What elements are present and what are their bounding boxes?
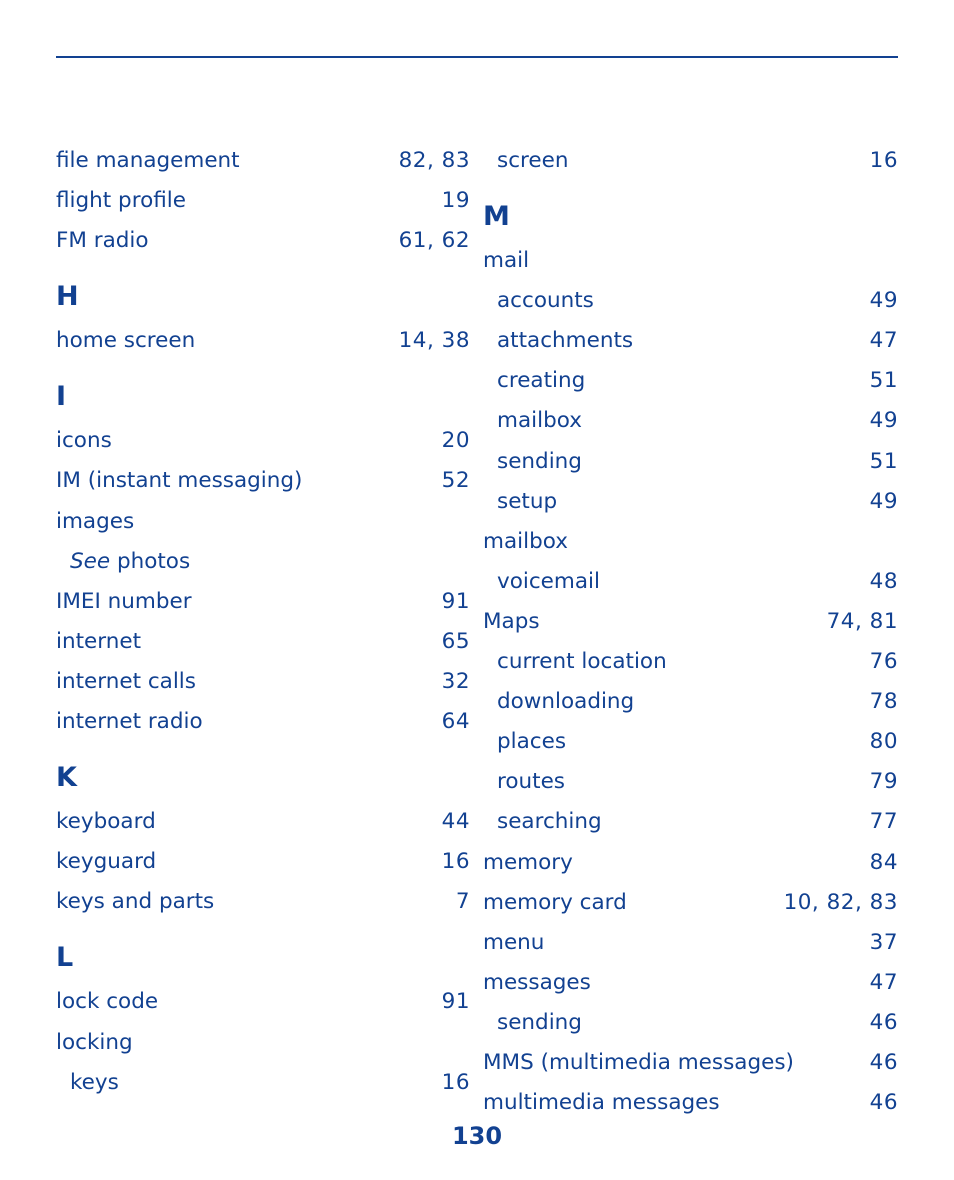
index-subentry [483, 401, 898, 441]
index-term: mailbox [483, 528, 568, 554]
index-page-refs: 52 [441, 468, 470, 494]
index-column-right [483, 141, 898, 1123]
index-entry [56, 882, 470, 922]
index-term: mailbox [497, 408, 582, 434]
index-entry [483, 923, 898, 963]
see-target: photos [116, 548, 191, 574]
index-subentry [483, 482, 898, 522]
index-entry [56, 662, 470, 702]
index-page-refs: 10, 82, 83 [783, 889, 898, 915]
index-term: setup [497, 488, 558, 514]
index-entry [56, 502, 470, 542]
index-entry [483, 1043, 898, 1083]
index-page-refs: 84 [869, 849, 898, 875]
index-see-reference [56, 542, 470, 582]
index-entry [56, 421, 470, 461]
index-entry [483, 843, 898, 883]
index-subentry [483, 321, 898, 361]
index-page-refs: 64 [441, 709, 470, 735]
index-letter-heading: L [56, 942, 74, 974]
index-letter-heading: M [483, 201, 510, 233]
index-term: memory [483, 849, 573, 875]
index-term: sending [497, 448, 582, 474]
index-entry [56, 582, 470, 622]
index-subentry [483, 141, 898, 181]
index-term: locking [56, 1029, 133, 1055]
index-page-refs: 16 [869, 148, 898, 173]
index-term: searching [497, 809, 602, 835]
index-term: internet radio [56, 709, 203, 735]
index-page-refs: 51 [869, 368, 898, 394]
index-term: memory card [483, 889, 627, 915]
index-letter-heading: H [56, 281, 79, 313]
index-subentry [483, 762, 898, 802]
index-subentry [483, 722, 898, 762]
index-term: mail [483, 248, 530, 274]
index-subentry [483, 682, 898, 722]
index-entry [56, 221, 470, 261]
index-entry [56, 622, 470, 662]
index-entry [56, 702, 470, 742]
index-letter-heading: I [56, 381, 67, 413]
index-term: messages [483, 969, 591, 995]
index-entry [483, 963, 898, 1003]
index-subentry [483, 442, 898, 482]
index-page-refs: 7 [455, 889, 470, 915]
index-page-refs: 49 [869, 488, 898, 514]
index-page-refs: 77 [869, 809, 898, 835]
index-subentry [483, 361, 898, 401]
index-page-refs: 61, 62 [398, 228, 470, 254]
page-number: 130 [451, 1122, 503, 1150]
index-page-refs: 20 [441, 428, 470, 454]
see-label: See [70, 548, 111, 574]
index-term: screen [497, 148, 569, 173]
index-page-refs: 78 [869, 689, 898, 715]
index-column-left [56, 141, 470, 1103]
index-term: downloading [497, 689, 635, 715]
index-entry [483, 241, 898, 281]
index-term: accounts [497, 288, 594, 314]
index-page-refs: 79 [869, 769, 898, 795]
index-page-refs: 49 [869, 408, 898, 434]
index-page-refs: 46 [869, 1009, 898, 1035]
index-term: internet calls [56, 668, 196, 694]
index-term: creating [497, 368, 586, 394]
index-entry [56, 802, 470, 842]
see-reference [70, 542, 190, 582]
index-page-refs: 80 [869, 729, 898, 755]
index-term: current location [497, 649, 667, 675]
index-entry [56, 461, 470, 501]
index-page-refs: 76 [869, 649, 898, 675]
index-term: multimedia messages [483, 1090, 720, 1116]
index-entry [483, 602, 898, 642]
index-term: home screen [56, 328, 196, 354]
index-letter-heading: K [56, 762, 77, 794]
index-subentry [483, 281, 898, 321]
index-term: keyguard [56, 849, 157, 875]
index-entry [56, 181, 470, 221]
index-page-refs: 14, 38 [398, 328, 470, 354]
index-term: menu [483, 929, 545, 955]
index-term: internet [56, 628, 142, 654]
index-page-refs: 65 [441, 628, 470, 654]
index-term: places [497, 729, 567, 755]
index-page-refs: 48 [869, 568, 898, 594]
index-term: routes [497, 769, 566, 795]
index-term: IM (instant messaging) [56, 468, 303, 494]
index-page-refs: 51 [869, 448, 898, 474]
index-term: lock code [56, 989, 159, 1015]
index-entry [56, 982, 470, 1022]
index-page-refs: 74, 81 [826, 608, 898, 634]
index-entry [56, 141, 470, 181]
index-page-refs: 47 [869, 328, 898, 354]
index-subentry [483, 642, 898, 682]
index-page-refs: 16 [441, 849, 470, 875]
index-page-refs: 91 [441, 989, 470, 1015]
index-entry [56, 842, 470, 882]
index-term: voicemail [497, 568, 600, 594]
index-entry [56, 1023, 470, 1063]
index-page-refs: 82, 83 [398, 148, 470, 173]
index-entry [483, 883, 898, 923]
index-term: keyboard [56, 809, 156, 835]
index-term: flight profile [56, 188, 186, 214]
index-subentry [56, 1063, 470, 1103]
index-term: images [56, 508, 135, 534]
header-rule [56, 56, 898, 58]
index-page-refs: 37 [869, 929, 898, 955]
index-page-refs: 44 [441, 809, 470, 835]
index-page-refs: 47 [869, 969, 898, 995]
index-term: icons [56, 428, 112, 454]
index-page-refs: 16 [441, 1069, 470, 1095]
index-term: MMS (multimedia messages) [483, 1049, 794, 1075]
index-page-refs: 49 [869, 288, 898, 314]
index-page-refs: 46 [869, 1049, 898, 1075]
index-page-refs: 32 [441, 668, 470, 694]
index-term: file management [56, 148, 240, 173]
index-term: Maps [483, 608, 540, 634]
index-page-refs: 91 [441, 588, 470, 614]
index-page-refs: 46 [869, 1090, 898, 1116]
index-subentry [483, 1003, 898, 1043]
index-term: sending [497, 1009, 582, 1035]
index-term: FM radio [56, 228, 149, 254]
index-subentry [483, 562, 898, 602]
index-entry [483, 522, 898, 562]
index-page-refs: 19 [441, 188, 470, 214]
index-term: IMEI number [56, 588, 192, 614]
index-term: keys [70, 1069, 119, 1095]
index-term: attachments [497, 328, 634, 354]
index-term: keys and parts [56, 889, 215, 915]
index-entry [56, 321, 470, 361]
index-subentry [483, 802, 898, 842]
